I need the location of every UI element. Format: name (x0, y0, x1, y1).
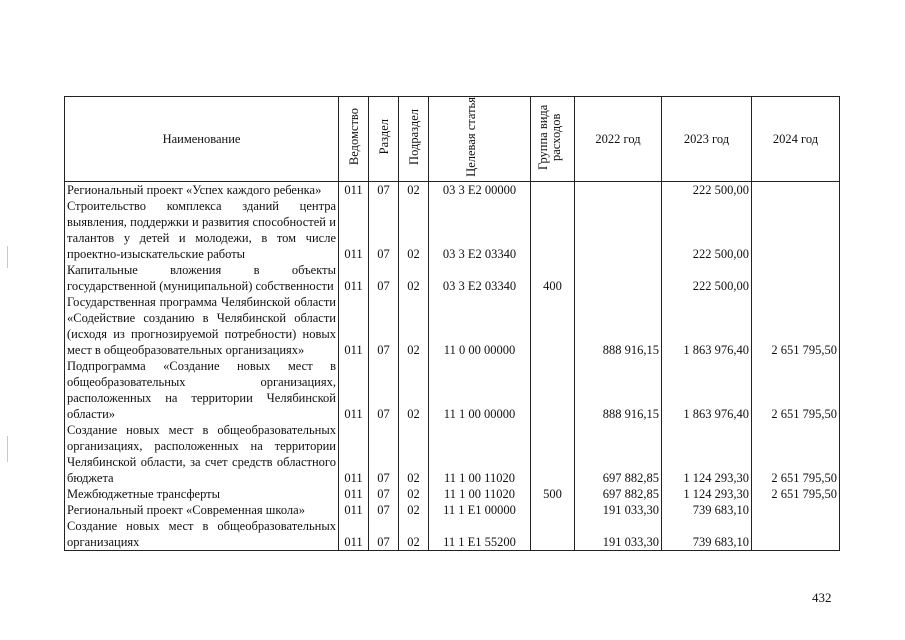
table-row (65, 262, 840, 294)
row-dept: 011 (339, 262, 369, 294)
table-row (65, 182, 840, 199)
row-name: Межбюджетные трансферты (65, 486, 339, 502)
row-2023: 739 683,10 (662, 518, 752, 551)
row-dept: 011 (339, 294, 369, 358)
row-subsection: 02 (399, 294, 429, 358)
row-2022 (575, 262, 662, 294)
row-target: 11 1 00 11020 (429, 422, 531, 486)
row-2023: 1 863 976,40 (662, 294, 752, 358)
budget-table (64, 96, 840, 551)
row-subsection: 02 (399, 422, 429, 486)
row-group (531, 502, 575, 518)
header-2023: 2023 год (662, 97, 752, 182)
row-group (531, 182, 575, 199)
table-header-row (65, 97, 840, 182)
page-number: 432 (812, 590, 832, 605)
row-group: 400 (531, 262, 575, 294)
row-2024: 2 651 795,50 (752, 486, 840, 502)
row-name: Создание новых мест в общеобразовательных организациях, расположенных на территории Челябинской области, за счет средств областного бюджета (65, 422, 339, 486)
row-dept: 011 (339, 198, 369, 262)
row-dept: 011 (339, 486, 369, 502)
row-section: 07 (369, 182, 399, 199)
row-target: 11 0 00 00000 (429, 294, 531, 358)
row-subsection: 02 (399, 262, 429, 294)
row-2023: 1 124 293,30 (662, 486, 752, 502)
row-2023: 222 500,00 (662, 262, 752, 294)
row-dept: 011 (339, 358, 369, 422)
table-row (65, 294, 840, 358)
row-name: Региональный проект «Успех каждого ребенка» (65, 182, 339, 199)
row-2022: 191 033,30 (575, 502, 662, 518)
row-2022: 888 916,15 (575, 358, 662, 422)
row-section: 07 (369, 486, 399, 502)
row-2024 (752, 198, 840, 262)
row-section: 07 (369, 502, 399, 518)
header-section: Раздел (369, 97, 399, 182)
table-row (65, 422, 840, 486)
row-target: 11 1 E1 00000 (429, 502, 531, 518)
row-2022 (575, 182, 662, 199)
row-2024 (752, 502, 840, 518)
row-name: Строительство комплекса зданий центра выявления, поддержки и развития способностей и талантов у детей и молодежи, в том числе проектно-изыскательские работы (65, 198, 339, 262)
row-group (531, 294, 575, 358)
header-expense-group: Группа вида расходов (531, 97, 575, 182)
scan-edge-mark (7, 246, 8, 268)
header-2022: 2022 год (575, 97, 662, 182)
row-target: 11 1 00 00000 (429, 358, 531, 422)
row-2024: 2 651 795,50 (752, 294, 840, 358)
row-section: 07 (369, 294, 399, 358)
row-2022: 191 033,30 (575, 518, 662, 551)
header-target: Целевая статья (429, 97, 531, 182)
row-dept: 011 (339, 422, 369, 486)
row-2022: 888 916,15 (575, 294, 662, 358)
row-subsection: 02 (399, 502, 429, 518)
row-section: 07 (369, 198, 399, 262)
row-2024 (752, 262, 840, 294)
row-section: 07 (369, 422, 399, 486)
row-2024: 2 651 795,50 (752, 358, 840, 422)
row-subsection: 02 (399, 518, 429, 551)
row-2023: 222 500,00 (662, 198, 752, 262)
row-2023: 739 683,10 (662, 502, 752, 518)
row-target: 03 3 E2 00000 (429, 182, 531, 199)
row-name: Создание новых мест в общеобразовательных организациях (65, 518, 339, 551)
row-target: 11 1 E1 55200 (429, 518, 531, 551)
row-name: Государственная программа Челябинской области «Содействие созданию в Челябинской области (исходя из прогнозируемой потребности) новых мест в общеобразовательных организациях» (65, 294, 339, 358)
row-2024: 2 651 795,50 (752, 422, 840, 486)
row-subsection: 02 (399, 198, 429, 262)
header-dept: Ведомство (339, 97, 369, 182)
row-dept: 011 (339, 502, 369, 518)
row-2023: 1 124 293,30 (662, 422, 752, 486)
row-2024 (752, 518, 840, 551)
row-subsection: 02 (399, 358, 429, 422)
row-name: Подпрограмма «Создание новых мест в общеобразовательных организациях, расположенных на территории Челябинской области» (65, 358, 339, 422)
header-name: Наименование (65, 97, 339, 182)
row-group (531, 422, 575, 486)
row-group (531, 198, 575, 262)
table-row (65, 486, 840, 502)
row-name: Региональный проект «Современная школа» (65, 502, 339, 518)
row-group (531, 518, 575, 551)
row-group: 500 (531, 486, 575, 502)
header-subsection: Подраздел (399, 97, 429, 182)
row-target: 03 3 E2 03340 (429, 198, 531, 262)
row-2024 (752, 182, 840, 199)
row-dept: 011 (339, 518, 369, 551)
scan-edge-mark (7, 436, 8, 462)
header-2024: 2024 год (752, 97, 840, 182)
table-row (65, 502, 840, 518)
row-target: 11 1 00 11020 (429, 486, 531, 502)
row-subsection: 02 (399, 486, 429, 502)
row-section: 07 (369, 262, 399, 294)
table-row (65, 518, 840, 551)
row-2022 (575, 198, 662, 262)
row-section: 07 (369, 358, 399, 422)
row-2023: 1 863 976,40 (662, 358, 752, 422)
row-section: 07 (369, 518, 399, 551)
row-2022: 697 882,85 (575, 422, 662, 486)
row-2023: 222 500,00 (662, 182, 752, 199)
row-2022: 697 882,85 (575, 486, 662, 502)
table-row (65, 198, 840, 262)
row-name: Капитальные вложения в объекты государственной (муниципальной) собственности (65, 262, 339, 294)
row-dept: 011 (339, 182, 369, 199)
table-row (65, 358, 840, 422)
row-target: 03 3 E2 03340 (429, 262, 531, 294)
row-group (531, 358, 575, 422)
row-subsection: 02 (399, 182, 429, 199)
